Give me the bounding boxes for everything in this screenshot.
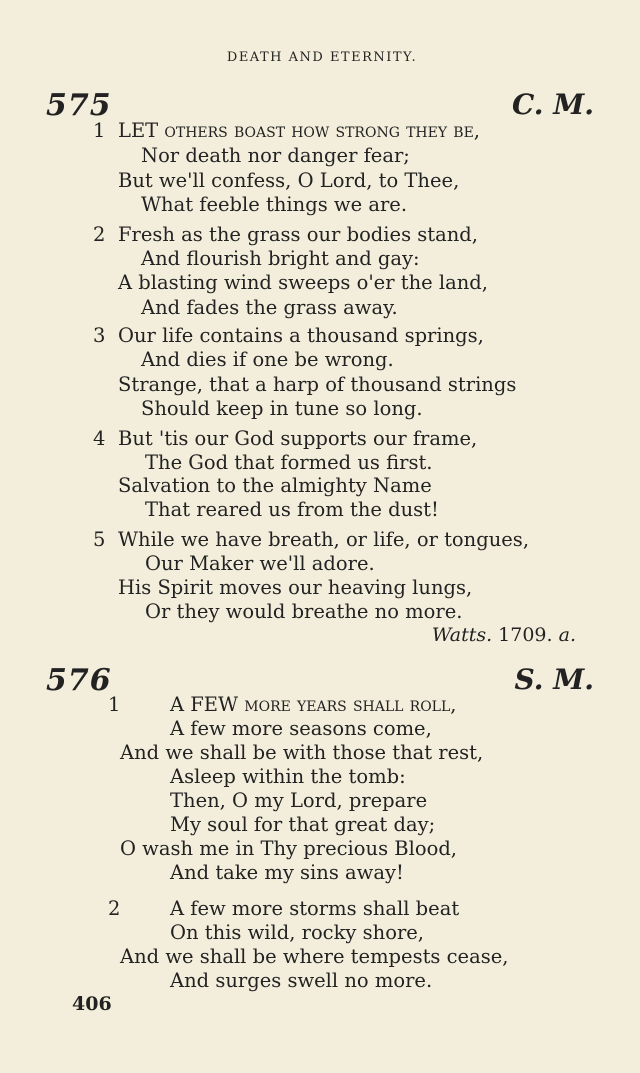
verse-line: Asleep within the tomb: — [170, 765, 406, 788]
verse-line: Strange, that a harp of thousand strings — [118, 373, 517, 396]
verse-number: 4 — [93, 427, 106, 450]
verse-line: The God that formed us first. — [145, 451, 433, 474]
verse-line: And take my sins away! — [170, 861, 404, 884]
verse-line: My soul for that great day; — [170, 813, 436, 836]
verse-number: 1 — [93, 119, 106, 142]
verse-line: That reared us from the dust! — [145, 498, 439, 521]
verse-number: 3 — [93, 324, 106, 347]
page-number: 406 — [72, 993, 112, 1015]
hymn-meter: S. M. — [514, 663, 594, 696]
verse-line: A few more seasons come, — [170, 717, 432, 740]
hymn-number: 576 — [46, 663, 112, 698]
running-head: DEATH AND ETERNITY. — [226, 50, 418, 65]
verse-line: What feeble things we are. — [141, 193, 408, 216]
verse-line: A blasting wind sweeps o'er the land, — [118, 271, 488, 294]
verse-number: 1 — [108, 693, 121, 716]
verse-line: On this wild, rocky shore, — [170, 921, 425, 944]
verse-number: 2 — [108, 897, 121, 920]
verse-line: Salvation to the almighty Name — [118, 474, 432, 497]
verse-line: Our Maker we'll adore. — [145, 552, 375, 575]
hymn-attribution — [432, 624, 576, 646]
verse-line: And fades the grass away. — [141, 296, 398, 319]
verse-line: But 'tis our God supports our frame, — [118, 427, 478, 450]
verse-line: Fresh as the grass our bodies stand, — [118, 223, 478, 246]
verse-line: Our life contains a thousand springs, — [118, 324, 484, 347]
verse-line: And dies if one be wrong. — [141, 348, 394, 371]
attribution-author: Watts. — [431, 624, 493, 646]
verse-line — [170, 693, 456, 717]
attribution-year: 1709. — [498, 624, 553, 646]
verse-number: 5 — [93, 528, 106, 551]
verse-line: A few more storms shall beat — [170, 897, 460, 920]
verse-line: Then, O my Lord, prepare — [170, 789, 428, 812]
verse-line: And flourish bright and gay: — [141, 247, 420, 270]
verse-line: And we shall be where tempests cease, — [120, 945, 509, 968]
verse-line: His Spirit moves our heaving lungs, — [118, 576, 473, 599]
verse-line: Nor death nor danger fear; — [141, 144, 410, 167]
verse-line: And we shall be with those that rest, — [120, 741, 484, 764]
verse-line: O wash me in Thy precious Blood, — [120, 837, 458, 860]
verse-line: Should keep in tune so long. — [141, 397, 423, 420]
verse-number: 2 — [93, 223, 106, 246]
hymn-number: 575 — [46, 88, 112, 123]
attribution-mark: a. — [558, 624, 576, 646]
verse-line: LET others boast how strong they be, — [118, 119, 480, 142]
verse-line: Or they would breathe no more. — [145, 600, 463, 623]
verse-line-text: A FEW more years shall roll, — [170, 693, 457, 716]
verse-line: But we'll confess, O Lord, to Thee, — [118, 169, 460, 192]
verse-line: And surges swell no more. — [170, 969, 433, 992]
hymn-meter: C. M. — [511, 88, 594, 121]
verse-line: While we have breath, or life, or tongues, — [118, 528, 530, 551]
